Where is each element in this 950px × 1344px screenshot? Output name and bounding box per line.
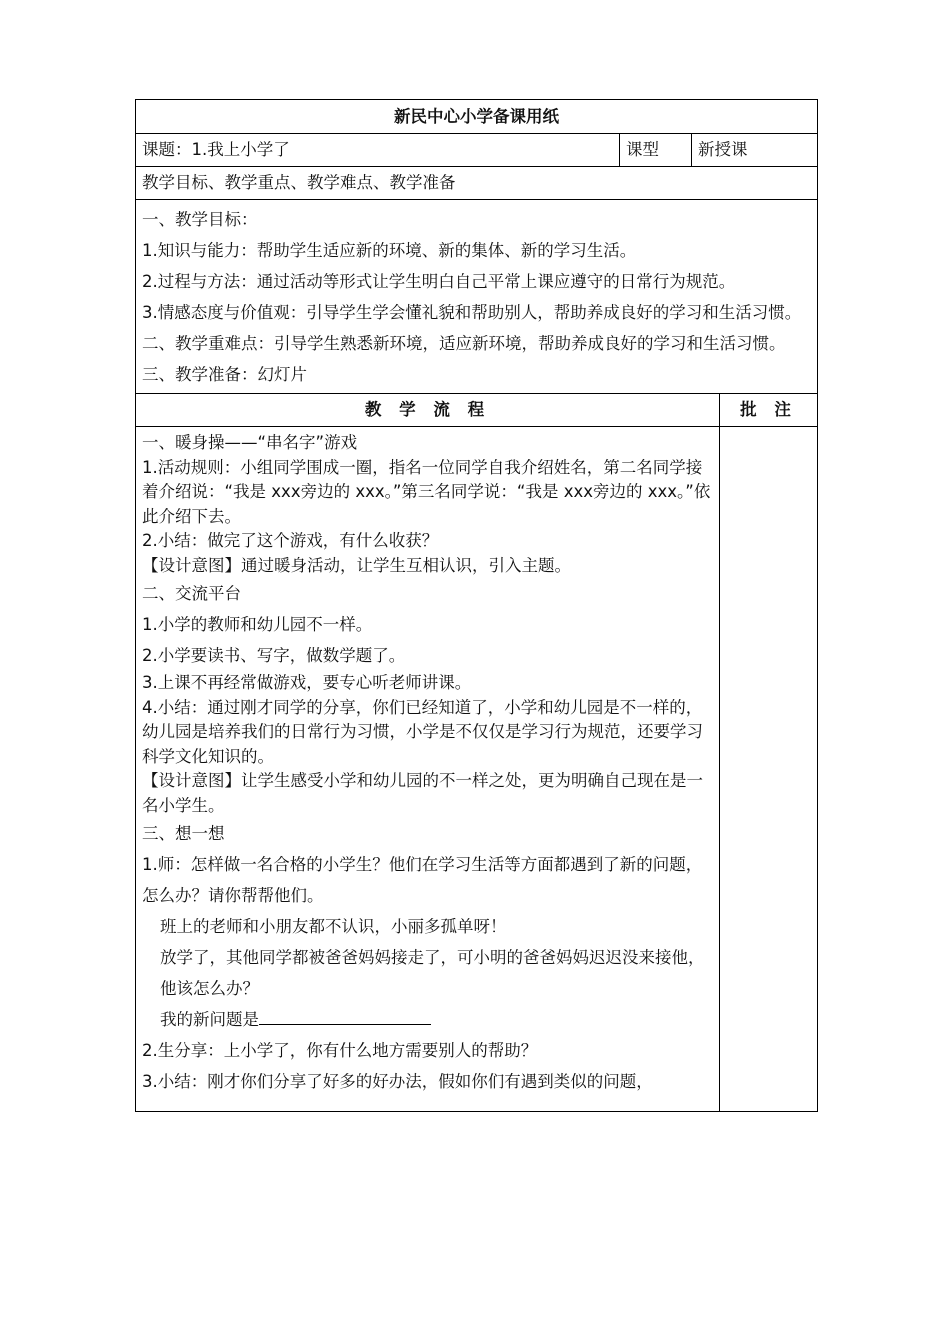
answer-blank — [259, 1008, 431, 1025]
objective-line: 3.情感态度与价值观：引导学生学会懂礼貌和帮助别人，帮助养成良好的学习和生活习惯。 — [142, 303, 802, 322]
case-item: 放学了，其他同学都被爸爸妈妈接走了，可小明的爸爸妈妈迟迟没来接他，他该怎么办？ — [160, 948, 705, 998]
list-item: 1.小学的教师和幼儿园不一样。 — [142, 615, 373, 634]
notes-column — [720, 427, 818, 1112]
objective-line: 三、教学准备：幻灯片 — [142, 365, 307, 384]
section-title: 三、想一想 — [142, 824, 225, 843]
objective-line: 二、教学重难点：引导学生熟悉新环境，适应新环境，帮助养成良好的学习和生活习惯。 — [142, 334, 786, 353]
page-title: 新民中心小学备课用纸 — [136, 100, 818, 134]
section-title: 一、暖身操——“串名字”游戏 — [142, 433, 358, 452]
header-table — [135, 99, 818, 394]
topic-cell: 课题：1.我上小学了 — [136, 134, 620, 167]
design-intent: 【设计意图】通过暖身活动，让学生互相认识，引入主题。 — [142, 555, 571, 575]
new-question-label: 我的新问题是 — [160, 1010, 259, 1029]
flow-table — [135, 393, 818, 1112]
objective-line: 2.过程与方法：通过活动等形式让学生明白自己平常上课应遵守的日常行为规范。 — [142, 272, 736, 291]
case-item: 班上的老师和小朋友都不认识，小丽多孤单呀！ — [160, 917, 507, 936]
lesson-type-label: 课型 — [620, 134, 692, 167]
section-label: 教学目标、教学重点、教学难点、教学准备 — [136, 167, 818, 200]
teacher-question: 1.师：怎样做一名合格的小学生？他们在学习生活等方面都遇到了新的问题，怎么办？请你帮帮他们。 — [142, 855, 703, 905]
activity-rule: 1.活动规则：小组同学围成一圈，指名一位同学自我介绍姓名，第二名同学接着介绍说：“我是 xxx旁边的 xxx。”第三名同学说：“我是 xxx旁边的 xxx。”依此介绍下去。 — [142, 457, 711, 526]
new-question-line — [142, 1004, 713, 1035]
objective-line: 一、教学目标： — [142, 210, 258, 229]
design-intent: 【设计意图】让学生感受小学和幼儿园的不一样之处，更为明确自己现在是一名小学生。 — [142, 771, 703, 815]
section-title: 二、交流平台 — [142, 584, 241, 603]
summary-line: 2.小结：做完了这个游戏，有什么收获？ — [142, 531, 439, 550]
list-item: 2.小学要读书、写字，做数学题了。 — [142, 646, 406, 665]
objectives-cell — [136, 200, 818, 394]
objective-line: 1.知识与能力：帮助学生适应新的环境、新的集体、新的学习生活。 — [142, 241, 637, 260]
list-item: 3.上课不再经常做游戏，要专心听老师讲课。 — [142, 673, 472, 692]
flow-content — [136, 427, 720, 1112]
summary-line: 4.小结：通过刚才同学的分享，你们已经知道了，小学和幼儿园是不一样的，幼儿园是培养我们的日常行为习惯，小学是不仅仅是学习行为规范，还要学习科学文化知识的。 — [142, 697, 703, 766]
flow-header: 教 学 流 程 — [136, 394, 720, 427]
summary-line: 3.小结：刚才你们分享了好多的好办法，假如你们有遇到类似的问题， — [142, 1072, 653, 1091]
lesson-plan-sheet — [135, 99, 817, 1112]
student-share: 2.生分享：上小学了，你有什么地方需要别人的帮助？ — [142, 1041, 538, 1060]
notes-header: 批 注 — [720, 394, 818, 427]
lesson-type-value: 新授课 — [692, 134, 818, 167]
